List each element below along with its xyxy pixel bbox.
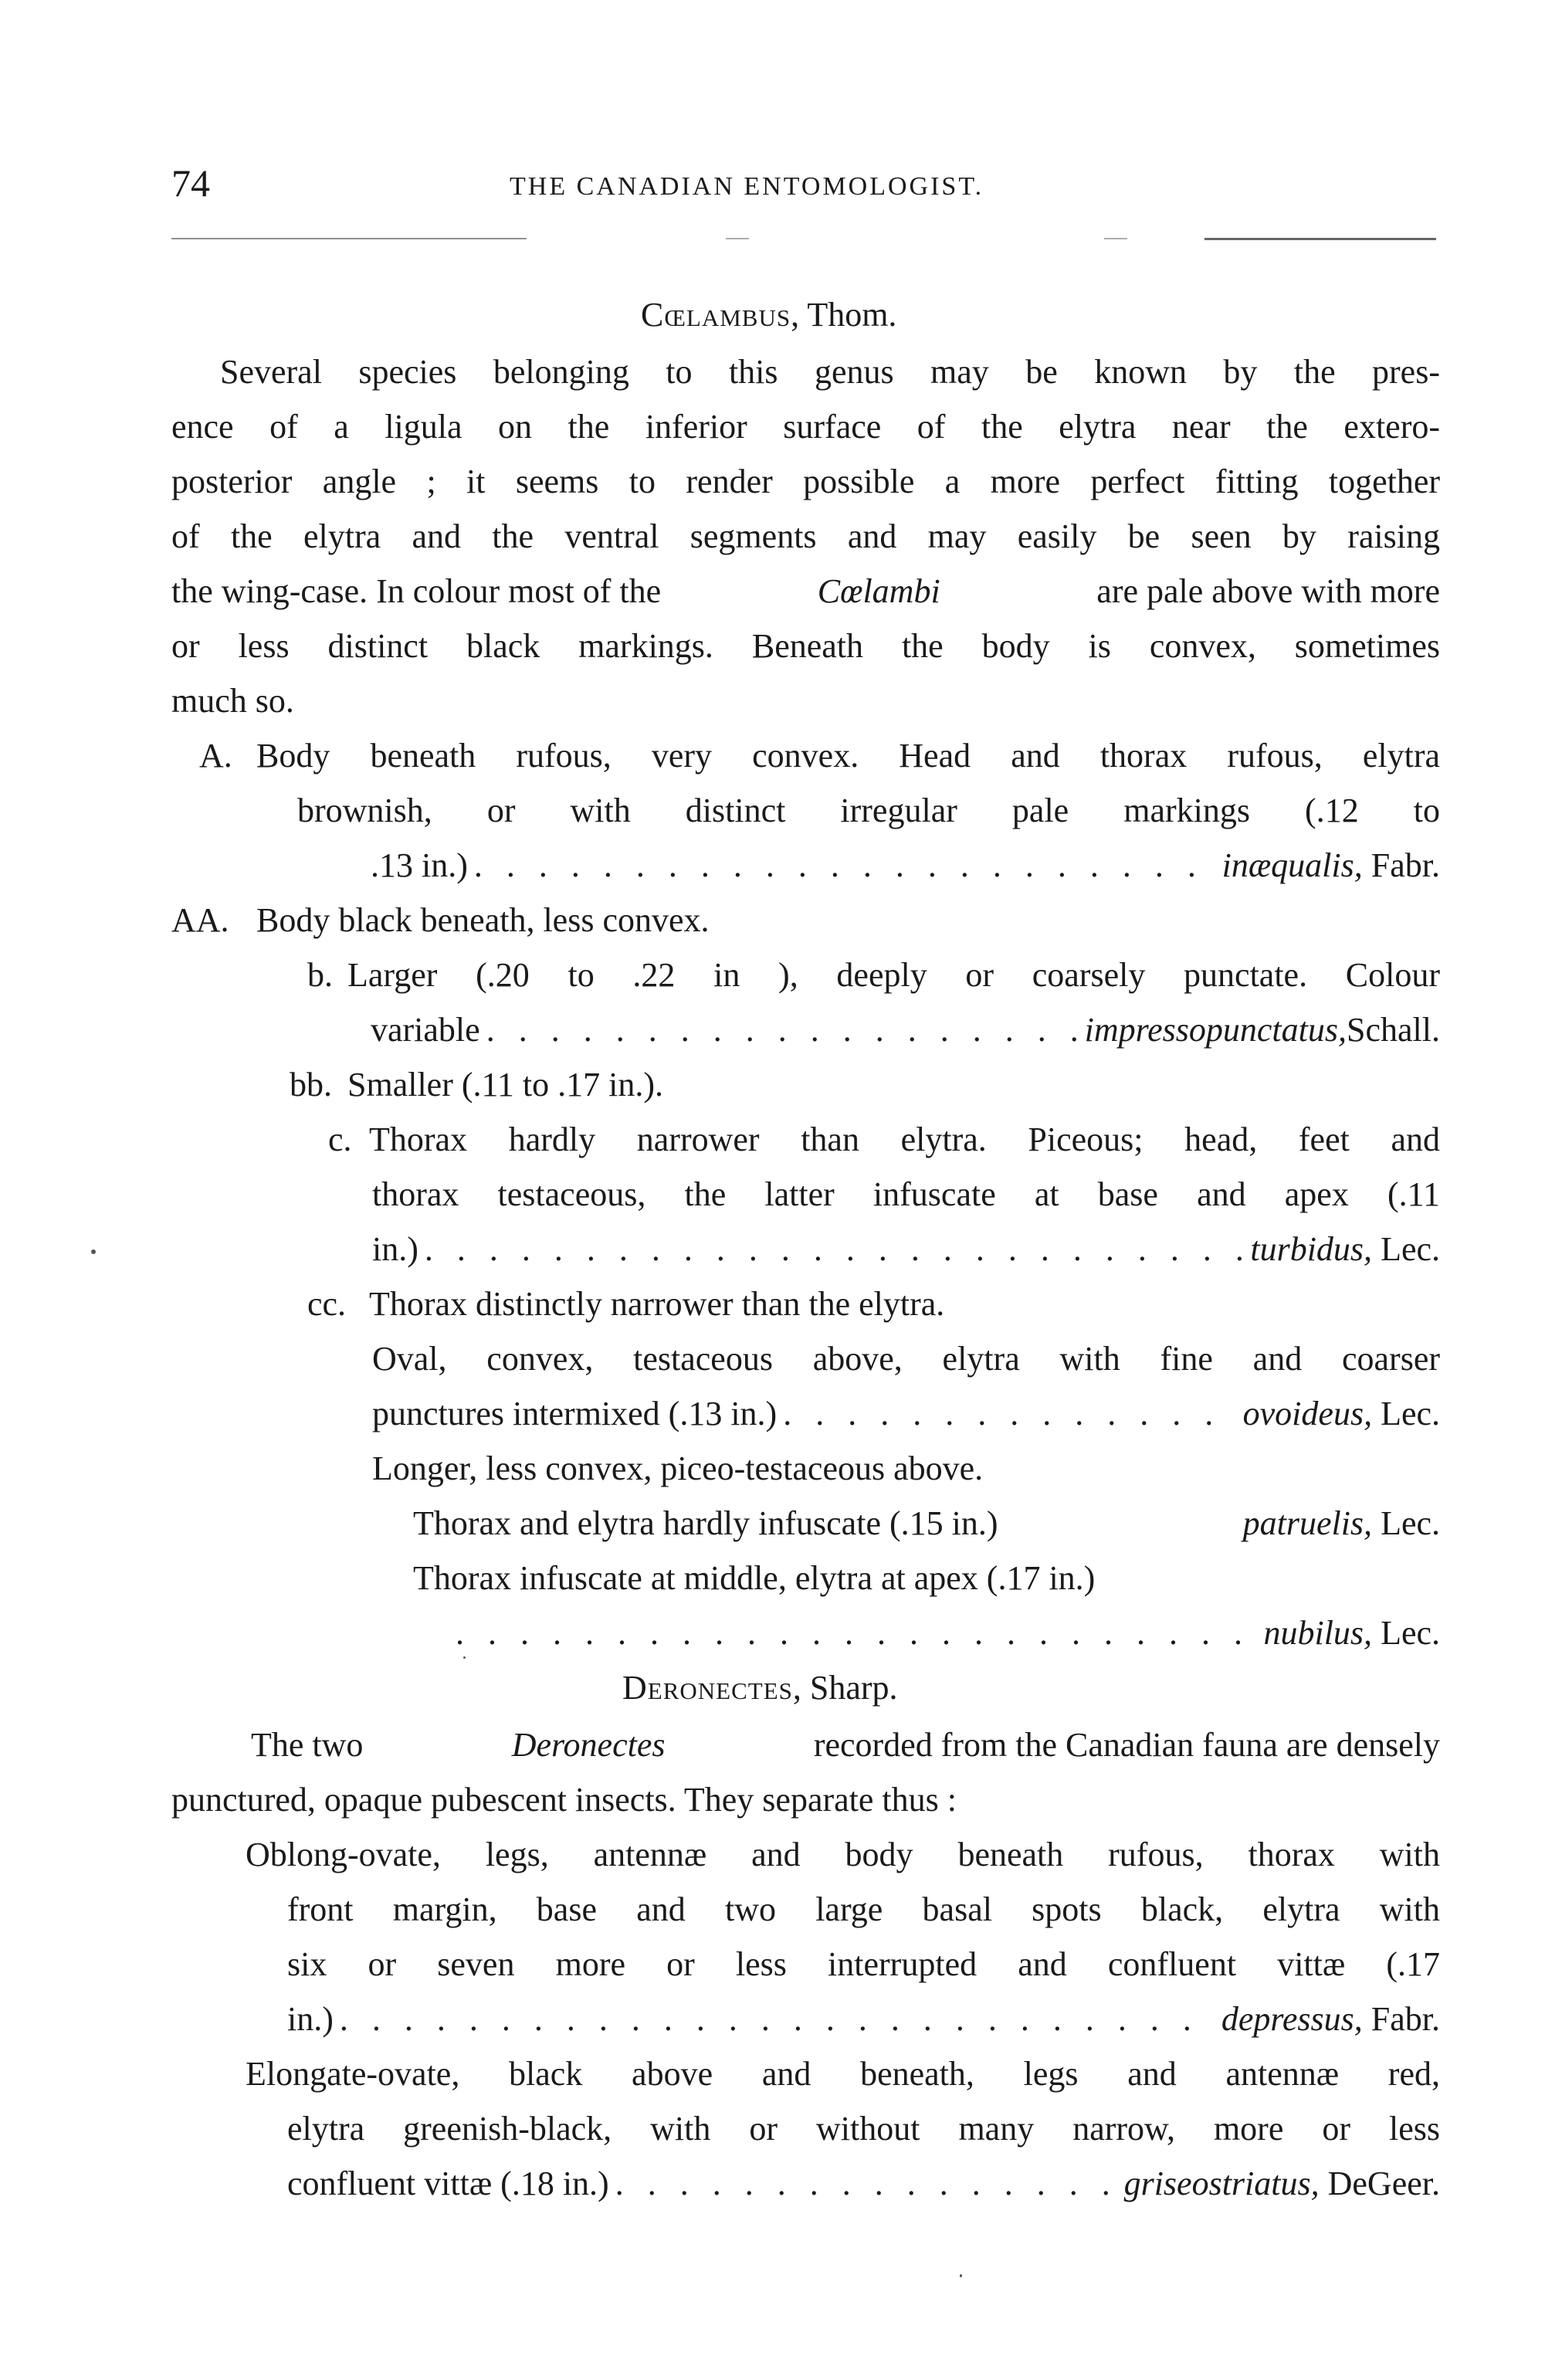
key-label: b. [307,956,333,994]
key-line: in.) [287,2000,334,2038]
key-entry-turbidus [372,1230,1440,1269]
key-label: AA. [171,901,229,939]
species-name: impressopunctatus, [1084,1011,1347,1049]
key-line: Longer, less convex, piceo-testaceous above. [372,1449,984,1487]
key-line: Thorax and elytra hardly infuscate (.15 in.) [413,1504,998,1542]
genus-heading-deronectes [622,1669,898,1707]
species-name: nubilus, [1263,1614,1373,1652]
species-author: Lec. [1381,1504,1440,1542]
key-label: bb. [290,1066,332,1104]
key-line: Larger (.20 to .22 in ), deeply or coarsely punctate. Colour [347,956,1440,994]
key-label: cc. [307,1285,347,1323]
species-author: Fabr. [1371,846,1440,884]
species-author: Lec. [1381,1614,1440,1652]
species-name: patruelis, [1242,1504,1373,1542]
paragraph-line: Several species belonging to this genus may be known by the pres- [220,353,1440,391]
species-author: DeGeer. [1327,2165,1440,2202]
key-line: Thorax distinctly narrower than the elytra. [369,1285,945,1323]
genus-name: Cœlambus [641,296,791,334]
species-name: inæqualis, [1221,846,1363,884]
dot-leader [340,2000,1215,2039]
key-entry-ovoideus [372,1395,1440,1433]
species-name: ovoideus, [1242,1395,1373,1432]
key-entry-patruelis [413,1504,1440,1543]
header-rule-segment [171,238,527,239]
italic-genus: Cœlambi [817,572,940,610]
key-line: Smaller (.11 to .17 in.). [347,1066,663,1104]
key-line: Oval, convex, testaceous above, elytra with fine and coarser [372,1340,1440,1378]
key-entry-impressopunctatus [371,1011,1440,1049]
paragraph-line: punctured, opaque pubescent insects. They separate thus : [171,1781,957,1819]
page-number: 74 [171,161,210,205]
line-text: recorded from the Canadian fauna are densely [813,1726,1440,1764]
species-name: griseostriatus, [1123,2165,1320,2202]
dot-leader [474,846,1216,885]
species-author: Schall. [1347,1011,1440,1049]
paragraph-line: posterior angle ; it seems to render possible a more perfect fitting together [171,463,1440,500]
genus-heading-coelambus [641,296,896,334]
paragraph-line: or less distinct black markings. Beneath the body is convex, sometimes [171,627,1440,665]
paragraph-line: much so. [171,682,294,720]
species-name: depressus, [1221,2000,1363,2038]
key-entry-inaequalis [371,846,1440,885]
paragraph-line [251,1726,1440,1765]
species-name: turbidus, [1250,1230,1373,1268]
print-speck [463,1656,466,1659]
print-speck [960,2274,962,2277]
line-text: The two [251,1726,364,1764]
header-rule-segment [1204,238,1436,240]
key-line: confluent vittæ (.18 in.) [287,2165,609,2202]
genus-author: , Sharp. [792,1669,898,1707]
dot-leader [456,1614,1257,1653]
running-title: THE CANADIAN ENTOMOLOGIST. [510,172,984,201]
key-line: front margin, base and two large basal spots black, elytra with [287,1890,1440,1928]
key-line: six or seven more or less interrupted and confluent vittæ (.17 [287,1945,1440,1983]
key-line: thorax testaceous, the latter infuscate at base and apex (.11 [372,1175,1440,1213]
species-author: Lec. [1381,1395,1440,1432]
key-line: Thorax hardly narrower than elytra. Piceous; head, feet and [369,1120,1440,1158]
key-entry-nubilus [456,1614,1440,1653]
key-line: Thorax infuscate at middle, elytra at apex (.17 in.) [413,1559,1096,1597]
genus-name: Deronectes [622,1669,793,1707]
key-line: variable [371,1011,480,1049]
dot-leader [783,1395,1236,1433]
dot-leader [486,1011,1079,1049]
key-label: c. [328,1120,352,1158]
header-rule-segment [726,238,749,239]
dot-leader [425,1230,1244,1269]
key-entry-depressus [287,2000,1440,2039]
key-line: Oblong-ovate, legs, antennæ and body beneath rufous, thorax with [246,1836,1440,1873]
genus-author: , Thom. [791,296,897,334]
key-entry-griseostriatus [287,2165,1440,2203]
dot-leader [615,2165,1118,2203]
key-line: .13 in.) [371,846,468,884]
key-line: Body beneath rufous, very convex. Head and thorax rufous, elytra [256,737,1440,775]
key-line: Elongate-ovate, black above and beneath, legs and antennæ red, [246,2055,1440,2093]
key-line: elytra greenish-black, with or without many narrow, more or less [287,2110,1440,2148]
paragraph-line: ence of a ligula on the inferior surface of the elytra near the extero- [171,408,1440,446]
line-text: are pale above with more [1096,572,1440,610]
header-rule-segment [1104,238,1127,239]
line-text: the wing-case. In colour most of the [171,572,662,610]
key-line: punctures intermixed (.13 in.) [372,1395,778,1432]
paragraph-line [171,572,1440,611]
key-line: brownish, or with distinct irregular pale markings (.12 to [297,792,1440,829]
key-label: A. [199,737,232,775]
species-author: Lec. [1381,1230,1440,1268]
species-author: Fabr. [1371,2000,1440,2038]
paragraph-line: of the elytra and the ventral segments and may easily be seen by raising [171,517,1440,555]
italic-genus: Deronectes [511,1726,666,1764]
print-speck [91,1249,96,1254]
key-line: Body black beneath, less convex. [256,901,710,939]
key-line: in.) [372,1230,418,1268]
species-with-author [1243,1504,1440,1543]
